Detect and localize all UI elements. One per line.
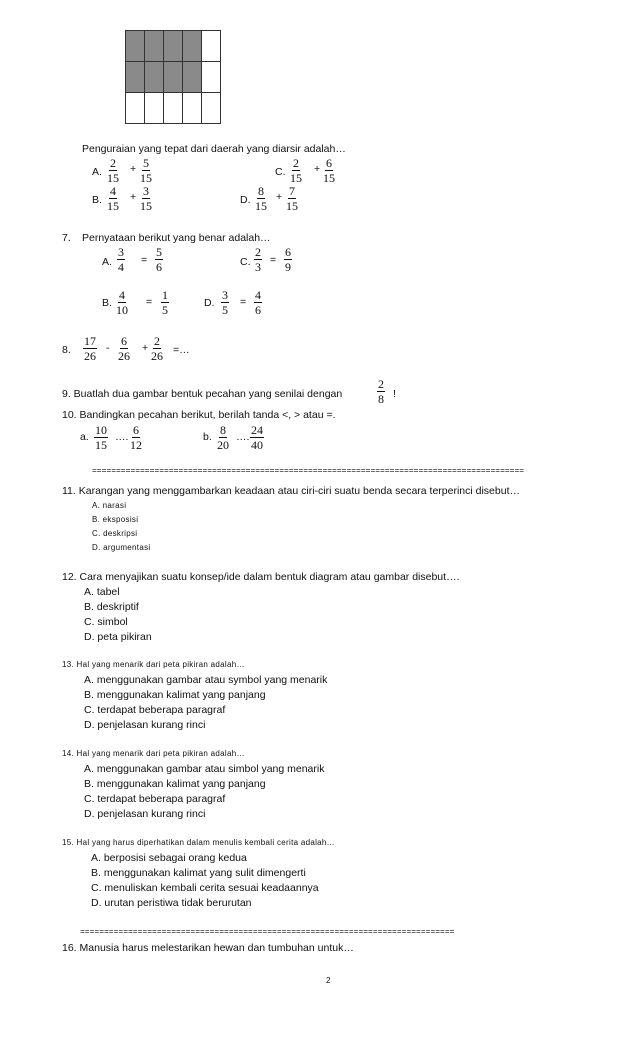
q11-option: B. eksposisi xyxy=(92,515,139,524)
q7-number: 7. xyxy=(62,232,71,244)
fraction: $\frac{2}{15}$ xyxy=(107,156,119,185)
q6-option-letter: C. xyxy=(275,166,286,178)
q14-stem: 14. Hal yang menarik dari peta pikiran adalah… xyxy=(62,749,245,758)
grid-cell xyxy=(202,93,221,124)
fraction: $\frac{10}{15}$ xyxy=(95,423,107,452)
separator-line: ========================================================================================== xyxy=(92,467,525,476)
grid-cell xyxy=(183,62,202,93)
fraction: $\frac{2}{15}$ xyxy=(290,156,302,185)
q12-option: C. simbol xyxy=(84,616,128,628)
q7-option-letter: A. xyxy=(102,256,112,268)
fraction: $\frac{6}{12}$ xyxy=(130,423,142,452)
q11-stem: 11. Karangan yang menggambarkan keadaan atau ciri-ciri suatu benda secara terperinci disebut… xyxy=(62,485,520,497)
operator: = xyxy=(146,296,153,308)
grid-cell xyxy=(164,62,183,93)
q13-option: C. terdapat beberapa paragraf xyxy=(84,704,226,716)
q7-option-letter: B. xyxy=(102,297,112,309)
operator: = xyxy=(141,254,148,266)
q6-option-letter: B. xyxy=(92,194,102,206)
q10b-letter: b. xyxy=(203,431,212,443)
grid-cell xyxy=(126,62,145,93)
grid-cell xyxy=(183,93,202,124)
q15-option: A. berposisi sebagai orang kedua xyxy=(91,852,247,864)
q7-stem: Pernyataan berikut yang benar adalah… xyxy=(82,232,271,244)
q12-option: D. peta pikiran xyxy=(84,631,152,643)
q8-number: 8. xyxy=(62,344,71,356)
q10-text: 10. Bandingkan pecahan berikut, berilah tanda <, > atau =. xyxy=(62,409,336,421)
grid-cell xyxy=(164,93,183,124)
q9-text: 9. Buatlah dua gambar bentuk pecahan yang senilai dengan xyxy=(62,388,343,400)
q6-option-letter: A. xyxy=(92,166,102,178)
fraction-grid xyxy=(125,30,221,124)
q11-option: A. narasi xyxy=(92,501,127,510)
q14-option: D. penjelasan kurang rinci xyxy=(84,808,206,820)
grid-cell xyxy=(145,62,164,93)
grid-cell xyxy=(183,31,202,62)
q16-stem: 16. Manusia harus melestarikan hewan dan tumbuhan untuk… xyxy=(62,942,354,954)
fraction: $\frac{2}{8}$ xyxy=(378,377,384,406)
q12-stem: 12. Cara menyajikan suatu konsep/ide dalam bentuk diagram atau gambar disebut…. xyxy=(62,571,460,583)
fraction: $\frac{17}{26}$ xyxy=(84,334,96,363)
grid-cell xyxy=(202,31,221,62)
fraction: $\frac{6}{26}$ xyxy=(118,334,130,363)
operator: + xyxy=(142,342,149,354)
fraction: $\frac{3}{15}$ xyxy=(140,184,152,213)
fraction: $\frac{4}{10}$ xyxy=(116,288,128,317)
operator: = xyxy=(240,296,247,308)
page-number: 2 xyxy=(326,976,331,985)
q7-option-letter: C. xyxy=(240,256,251,268)
fraction: $\frac{1}{5}$ xyxy=(162,288,168,317)
fraction: $\frac{7}{15}$ xyxy=(286,184,298,213)
grid-cell xyxy=(126,31,145,62)
fraction: $\frac{8}{20}$ xyxy=(217,423,229,452)
dots: …. xyxy=(115,431,129,443)
q12-option: A. tabel xyxy=(84,586,120,598)
fraction: $\frac{6}{15}$ xyxy=(323,156,335,185)
q13-stem: 13. Hal yang menarik dari peta pikiran adalah… xyxy=(62,660,245,669)
q6-option-letter: D. xyxy=(240,194,251,206)
q15-stem: 15. Hal yang harus diperhatikan dalam menulis kembali cerita adalah… xyxy=(62,838,335,847)
q14-option: A. menggunakan gambar atau simbol yang menarik xyxy=(84,763,325,775)
q14-option: C. terdapat beberapa paragraf xyxy=(84,793,226,805)
fraction: $\frac{24}{40}$ xyxy=(251,423,263,452)
q13-option: B. menggunakan kalimat yang panjang xyxy=(84,689,266,701)
operator: + xyxy=(276,191,283,203)
grid-cell xyxy=(164,31,183,62)
q13-option: D. penjelasan kurang rinci xyxy=(84,719,206,731)
operator: + xyxy=(314,163,321,175)
fraction: $\frac{3}{4}$ xyxy=(118,245,124,274)
fraction: $\frac{4}{15}$ xyxy=(107,184,119,213)
fraction: $\frac{4}{6}$ xyxy=(255,288,261,317)
fraction: $\frac{8}{15}$ xyxy=(255,184,267,213)
dots: …. xyxy=(236,431,250,443)
grid-cell xyxy=(202,62,221,93)
q6-stem: Penguraian yang tepat dari daerah yang diarsir adalah… xyxy=(82,143,346,155)
operator: = xyxy=(270,254,277,266)
fraction: $\frac{3}{5}$ xyxy=(222,288,228,317)
q15-option: D. urutan peristiwa tidak berurutan xyxy=(91,897,252,909)
q9-tail: ! xyxy=(393,388,396,400)
q8-tail: =… xyxy=(173,344,190,356)
fraction: $\frac{2}{26}$ xyxy=(151,334,163,363)
grid-cell xyxy=(145,31,164,62)
q12-option: B. deskriptif xyxy=(84,601,139,613)
q11-option: D. argumentasi xyxy=(92,543,151,552)
q13-option: A. menggunakan gambar atau symbol yang menarik xyxy=(84,674,328,686)
q7-option-letter: D. xyxy=(204,297,215,309)
q15-option: B. menggunakan kalimat yang sulit dimengerti xyxy=(91,867,306,879)
q14-option: B. menggunakan kalimat yang panjang xyxy=(84,778,266,790)
fraction: $\frac{5}{15}$ xyxy=(140,156,152,185)
q15-option: C. menuliskan kembali cerita sesuai keadaannya xyxy=(91,882,319,894)
q10a-letter: a. xyxy=(80,431,89,443)
separator-line: ============================================================================== xyxy=(80,928,455,937)
grid-cell xyxy=(145,93,164,124)
operator: - xyxy=(106,342,110,354)
grid-cell xyxy=(126,93,145,124)
fraction: $\frac{5}{6}$ xyxy=(156,245,162,274)
operator: + xyxy=(130,163,137,175)
q11-option: C. deskripsi xyxy=(92,529,138,538)
fraction: $\frac{6}{9}$ xyxy=(285,245,291,274)
fraction: $\frac{2}{3}$ xyxy=(255,245,261,274)
operator: + xyxy=(130,191,137,203)
